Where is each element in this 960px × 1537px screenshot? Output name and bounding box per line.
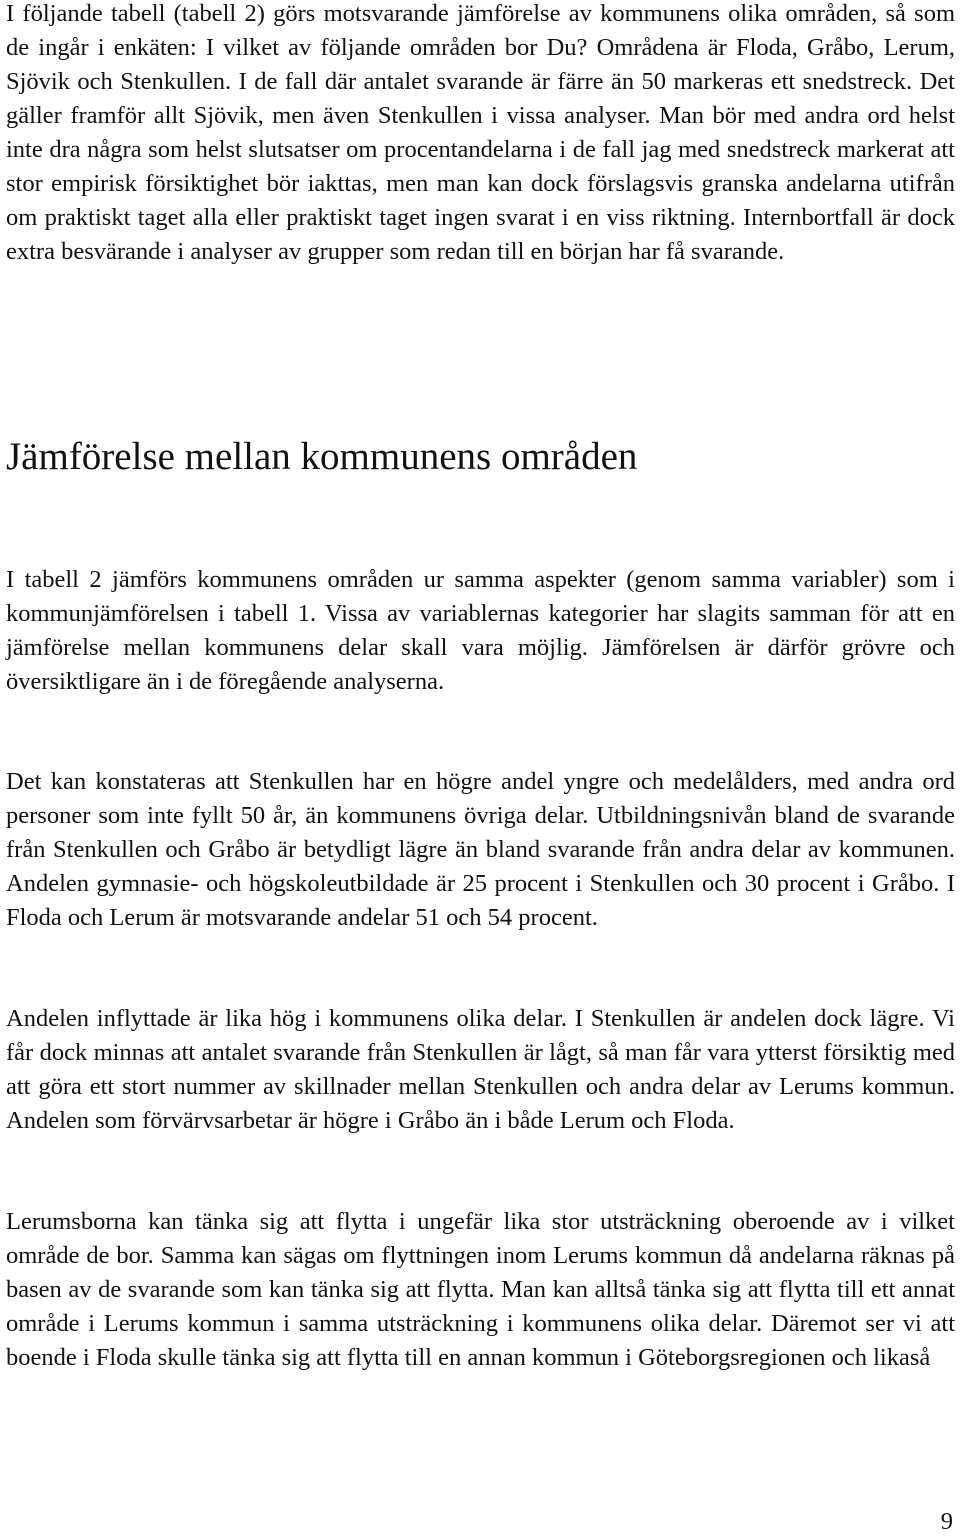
paragraph-text: Det kan konstateras att Stenkullen har en högre andel yngre och medelålders, med andra ord personer som inte fyllt 50 år, än kommunens övriga delar. Utbildningsnivån bland de svarande från Stenkullen och Gråbo är betydligt lägre än bland svarande från andra delar av kommunen. Andelen gymnasie- och högskoleutbildade är 25 procent i Stenkullen och 30 procent i Gråbo. I Floda och Lerum är motsvarande andelar 51 och 54 procent.	[6, 768, 955, 931]
body-paragraph-2	[6, 765, 955, 935]
paragraph-text: I tabell 2 jämförs kommunens områden ur samma aspekter (genom samma variabler) som i kommunjämförelsen i tabell 1. Vissa av variablernas kategorier har slagits samman för att en jämförelse mellan kommunens delar skall vara möjlig. Jämförelsen är därför grövre och översiktligare än i de föregående analyserna.	[6, 566, 955, 695]
paragraph-text: Andelen inflyttade är lika hög i kommunens olika delar. I Stenkullen är andelen dock lägre. Vi får dock minnas att antalet svarande från Stenkullen är lågt, så man får vara ytterst försiktig med att göra ett stort nummer av skillnader mellan Stenkullen och andra delar av Lerums kommun. Andelen som förvärvsarbetar är högre i Gråbo än i både Lerum och Floda.	[6, 1005, 955, 1134]
body-paragraph-3	[6, 1002, 955, 1138]
section-heading: Jämförelse mellan kommunens områden	[6, 435, 638, 478]
page-number: 9	[940, 1508, 953, 1535]
document-page	[6, 0, 955, 1371]
intro-paragraph: I följande tabell (tabell 2) görs motsvarande jämförelse av kommunens olika områden, så som de ingår i enkäten: I vilket av följande områden bor Du? Områdena är Floda, Gråbo, Lerum, Sjövik och Stenkullen. I de fall där antalet svarande är färre än 50 markeras ett snedstreck. Det gäller framför allt Sjövik, men även Stenkullen i vissa analyser. Man bör med andra ord helst inte dra några som helst slutsatser om procentandelarna i de fall jag med snedstreck markerat att stor empirisk försiktighet bör iakttas, men man kan dock förslagsvis granska andelarna utifrån om praktiskt taget alla eller praktiskt taget ingen svarat i en viss riktning. Internbortfall är dock extra besvärande i analyser av grupper som redan till en början har få svarande.	[6, 0, 955, 265]
paragraph-text: Lerumsborna kan tänka sig att flytta i ungefär lika stor utsträckning oberoende av i vilket område de bor. Samma kan sägas om flyttningen inom Lerums kommun då andelarna räknas på basen av de svarande som kan tänka sig att flytta. Man kan alltså tänka sig att flytta till ett annat område i Lerums kommun i samma utsträckning i kommunens olika delar. Däremot ser vi att boende i Floda skulle tänka sig att flytta till en annan kommun i Göteborgsregionen och likaså	[6, 1208, 955, 1371]
body-paragraph-1	[6, 563, 955, 699]
body-paragraph-4	[6, 1205, 955, 1375]
